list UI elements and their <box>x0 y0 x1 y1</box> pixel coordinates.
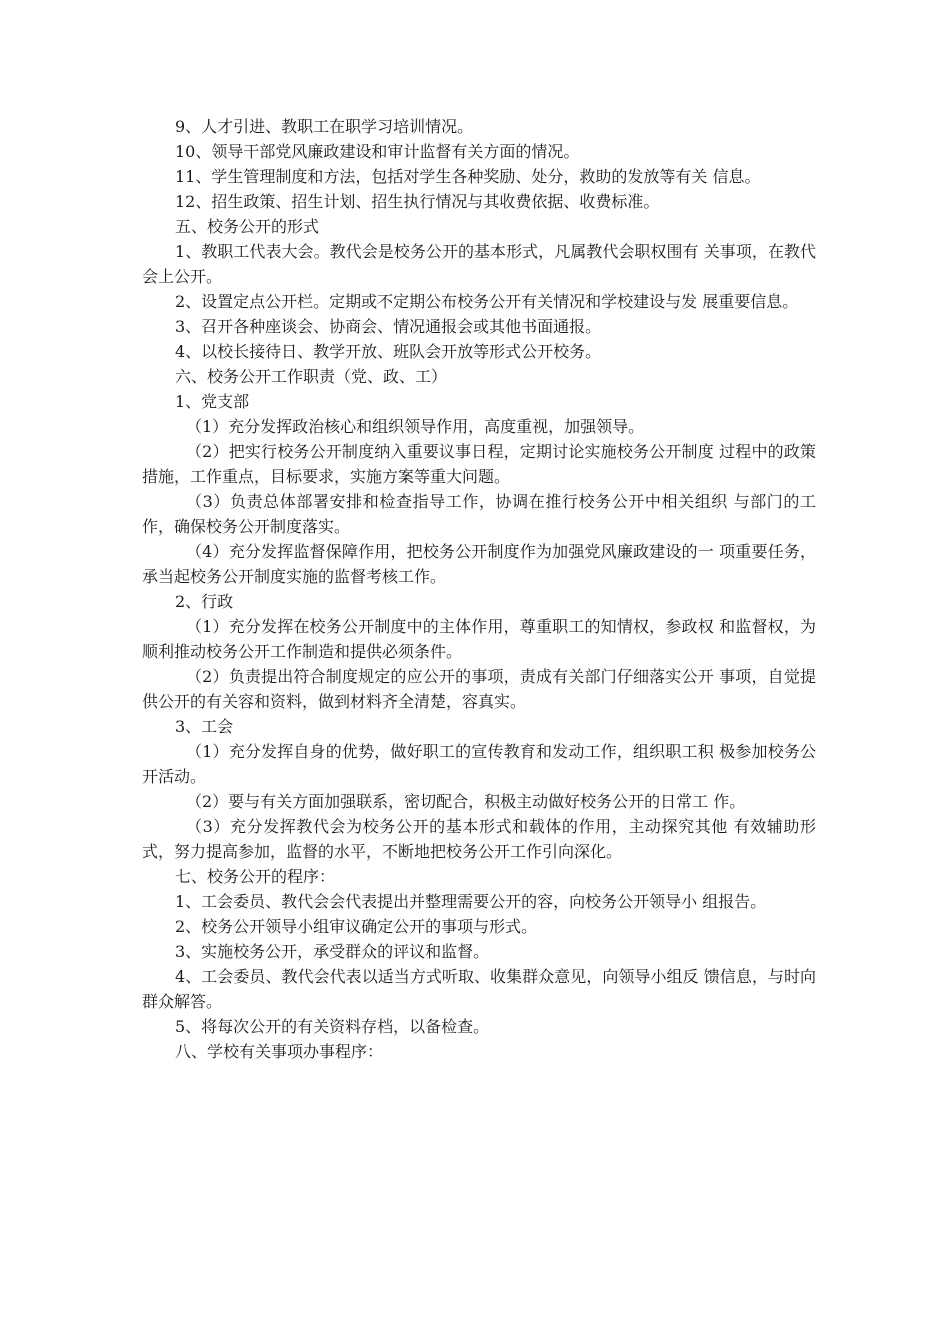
paragraph-item-12: 12、招生政策、招生计划、招生执行情况与其收费依据、收费标准。 <box>175 192 660 211</box>
paragraph-union-2: （2）要与有关方面加强联系，密切配合，积极主动做好校务公开的日常工 作。 <box>186 792 746 811</box>
paragraph-item-9: 9、人才引进、教职工在职学习培训情况。 <box>175 117 474 136</box>
paragraph-union-1: （1）充分发挥自身的优势，做好职工的宣传教育和发动工作，组织职工积 极参加校务公开活动。 <box>142 742 816 786</box>
paragraph-form-4: 4、以校长接待日、教学开放、班队会开放等形式公开校务。 <box>175 342 602 361</box>
paragraph-procedure-4: 4、工会委员、教代会代表以适当方式听取、收集群众意见，向领导小组反 馈信息，与时向群众解答。 <box>142 967 816 1011</box>
paragraph-union-3: （3）充分发挥教代会为校务公开的基本形式和载体的作用，主动探究其他 有效辅助形式，努力提高参加，监督的水平，不断地把校务公开工作引向深化。 <box>142 817 816 861</box>
paragraph-form-3: 3、召开各种座谈会、协商会、情况通报会或其他书面通报。 <box>175 317 602 336</box>
paragraph-procedure-3: 3、实施校务公开，承受群众的评议和监督。 <box>175 942 490 961</box>
section-heading-8: 八、学校有关事项办事程序： <box>175 1042 384 1061</box>
paragraph-form-1: 1、教职工代表大会。教代会是校务公开的基本形式，凡属教代会职权围有 关事项，在教代会上公开。 <box>142 242 816 286</box>
paragraph-procedure-1: 1、工会委员、教代会会代表提出并整理需要公开的容，向校务公开领导小 组报告。 <box>175 892 767 911</box>
paragraph-admin-1: （1）充分发挥在校务公开制度中的主体作用，尊重职工的知情权，参政权 和监督权，为顺利推动校务公开工作制造和提供必须条件。 <box>142 617 816 661</box>
paragraph-admin-2: （2）负责提出符合制度规定的应公开的事项，责成有关部门仔细落实公开 事项，自觉提供公开的有关容和资料，做到材料齐全清楚，容真实。 <box>142 667 816 711</box>
subheading-party-branch: 1、党支部 <box>175 392 250 411</box>
paragraph-procedure-5: 5、将每次公开的有关资料存档，以备检查。 <box>175 1017 490 1036</box>
document-body <box>142 114 816 1064</box>
paragraph-party-2: （2）把实行校务公开制度纳入重要议事日程，定期讨论实施校务公开制度 过程中的政策措施，工作重点，目标要求，实施方案等重大问题。 <box>142 442 816 486</box>
subheading-union: 3、工会 <box>175 717 234 736</box>
paragraph-procedure-2: 2、校务公开领导小组审议确定公开的事项与形式。 <box>175 917 538 936</box>
paragraph-party-1: （1）充分发挥政治核心和组织领导作用，高度重视，加强领导。 <box>186 417 645 436</box>
paragraph-form-2: 2、设置定点公开栏。定期或不定期公布校务公开有关情况和学校建设与发 展重要信息。 <box>175 292 799 311</box>
section-heading-6: 六、校务公开工作职责（党、政、工） <box>175 367 448 386</box>
section-heading-5: 五、校务公开的形式 <box>175 217 320 236</box>
section-heading-7: 七、校务公开的程序： <box>175 867 336 886</box>
paragraph-party-4: （4）充分发挥监督保障作用，把校务公开制度作为加强党风廉政建设的一 项重要任务，承当起校务公开制度实施的监督考核工作。 <box>142 542 816 586</box>
paragraph-item-10: 10、领导干部党风廉政建设和审计监督有关方面的情况。 <box>175 142 580 161</box>
subheading-administration: 2、行政 <box>175 592 234 611</box>
paragraph-item-11: 11、学生管理制度和方法，包括对学生各种奖励、处分，救助的发放等有关 信息。 <box>175 167 761 186</box>
paragraph-party-3: （3）负责总体部署安排和检查指导工作，协调在推行校务公开中相关组织 与部门的工作，确保校务公开制度落实。 <box>142 492 816 536</box>
